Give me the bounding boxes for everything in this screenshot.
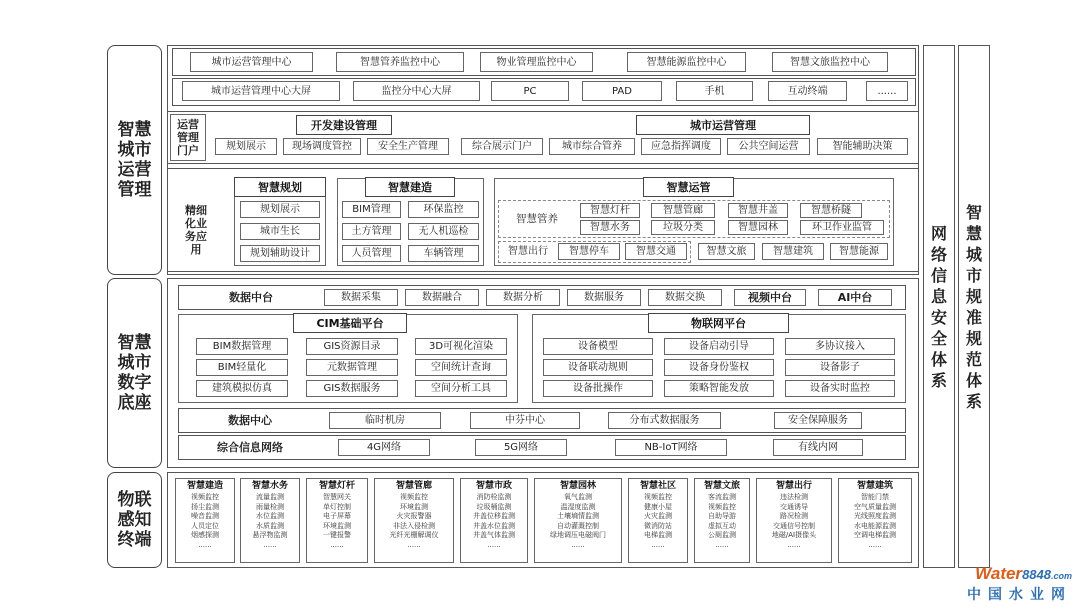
device-item: 智慧网关 bbox=[323, 493, 351, 501]
device-item: 环境监测 bbox=[400, 502, 428, 511]
network-item: 有线内网 bbox=[773, 439, 863, 456]
network-label: 综合信息网络 bbox=[185, 438, 315, 457]
ai-middle: AI中台 bbox=[818, 289, 892, 306]
layer-label-iot: 物联 感知 终端 bbox=[117, 490, 152, 550]
device-item: 火灾监测 bbox=[644, 512, 672, 520]
portal-label bbox=[170, 114, 206, 161]
device-card-title: 智慧水务 bbox=[251, 481, 288, 491]
device-item: 一键报警 bbox=[323, 531, 351, 539]
device-card-title: 智慧灯杆 bbox=[318, 481, 355, 491]
data-middle-item: 数据分析 bbox=[486, 289, 560, 306]
maintenance-label: 智慧管养 bbox=[505, 210, 569, 228]
cim-item: 空间分析工具 bbox=[415, 380, 507, 397]
device-item: 噪音监测 bbox=[191, 512, 219, 520]
device-card bbox=[628, 478, 688, 563]
construction-header: 智慧建造 bbox=[365, 177, 455, 197]
device-item: 光纤光栅解调仪 bbox=[389, 531, 439, 539]
center-city-ops: 城市运营管理中心 bbox=[190, 52, 313, 72]
device-card bbox=[460, 478, 528, 563]
device-item: ...... bbox=[198, 540, 212, 549]
operation-header: 智慧运管 bbox=[643, 177, 734, 197]
device-card bbox=[756, 478, 832, 563]
cim-item: BIM数据管理 bbox=[196, 338, 288, 355]
device-item: 公厕监测 bbox=[708, 531, 736, 539]
cim-item: 元数据管理 bbox=[306, 359, 398, 376]
portal-item: 公共空间运营 bbox=[727, 138, 810, 155]
travel-item: 智慧交通 bbox=[625, 243, 687, 260]
construction-item: 环保监控 bbox=[408, 201, 479, 218]
datacenter-label: 数据中心 bbox=[185, 411, 315, 430]
device-card bbox=[694, 478, 750, 563]
device-card bbox=[374, 478, 454, 563]
iot-platform-item: 设备影子 bbox=[785, 359, 895, 376]
watermark bbox=[967, 564, 1072, 604]
device-item: 水电能源监测 bbox=[854, 521, 896, 530]
device-item: 视频监控 bbox=[400, 493, 428, 501]
screen-pc: PC bbox=[491, 81, 569, 101]
device-item: 自动灌溉控制 bbox=[557, 521, 599, 530]
device-item: 非法入侵检测 bbox=[393, 521, 435, 530]
cim-item: 3D可视化渲染 bbox=[415, 338, 507, 355]
device-item: 绿地调压电磁阀门 bbox=[550, 531, 606, 539]
device-item: 消防栓监测 bbox=[476, 493, 512, 501]
iot-platform-header: 物联网平台 bbox=[648, 313, 789, 333]
device-item: 视频监控 bbox=[644, 493, 672, 501]
device-item: ...... bbox=[571, 540, 585, 549]
layer-label-base: 智慧 城市 数字 底座 bbox=[117, 333, 152, 413]
maintenance-item: 环卫作业监管 bbox=[800, 220, 884, 235]
device-item: 客流监测 bbox=[708, 493, 736, 501]
center-culture: 智慧文旅监控中心 bbox=[772, 52, 888, 72]
construction-item: BIM管理 bbox=[342, 201, 401, 218]
datacenter-item: 中芬中心 bbox=[470, 412, 580, 429]
device-item: 人员定位 bbox=[191, 521, 219, 530]
refined-label bbox=[173, 198, 219, 262]
device-card-title: 智慧建筑 bbox=[856, 481, 893, 491]
device-item: 智能门禁 bbox=[861, 493, 889, 501]
standards-label: 智 慧 城 市 规 准 规 范 体 系 bbox=[965, 202, 982, 411]
device-card bbox=[534, 478, 622, 563]
iot-platform-item: 设备实时监控 bbox=[785, 380, 895, 397]
device-card-title: 智慧市政 bbox=[475, 481, 512, 491]
cim-header: CIM基础平台 bbox=[293, 313, 407, 333]
portal-item: 现场调度管控 bbox=[283, 138, 361, 155]
cim-item: 空间统计查询 bbox=[415, 359, 507, 376]
operation-other-item: 智慧能源 bbox=[830, 243, 888, 260]
watermark-brand-suffix: .com bbox=[1050, 571, 1072, 581]
device-item: 温湿度监测 bbox=[560, 502, 596, 511]
device-card-title: 智慧园林 bbox=[559, 481, 596, 491]
device-item: 交通信号控制 bbox=[773, 521, 815, 530]
planning-header: 智慧规划 bbox=[234, 177, 326, 197]
layer-label-ops: 智慧 城市 运营 管理 bbox=[117, 120, 152, 200]
device-card bbox=[306, 478, 368, 563]
device-item: 扬尘监测 bbox=[191, 502, 219, 511]
maintenance-item: 智慧水务 bbox=[580, 220, 640, 235]
screen-sub: 监控分中心大屏 bbox=[353, 81, 480, 101]
device-item: 视频监控 bbox=[708, 502, 736, 511]
device-item: 井盖位移监测 bbox=[473, 512, 515, 520]
device-item: 氧气监测 bbox=[564, 493, 592, 501]
maintenance-item: 智慧灯杆 bbox=[580, 203, 640, 218]
portal-item: 综合展示门户 bbox=[461, 138, 543, 155]
netsec-label: 网 络 信 息 安 全 体 系 bbox=[930, 223, 947, 390]
construction-item: 车辆管理 bbox=[408, 245, 479, 262]
dev-mgmt-header: 开发建设管理 bbox=[296, 115, 392, 135]
maintenance-item: 垃圾分类 bbox=[651, 220, 715, 235]
device-item: ...... bbox=[330, 540, 344, 549]
device-item: 井盖水位监测 bbox=[473, 521, 515, 530]
cim-item: 建筑模拟仿真 bbox=[196, 380, 288, 397]
device-item: 视频监控 bbox=[191, 493, 219, 501]
datacenter-item: 分布式数据服务 bbox=[608, 412, 721, 429]
network-item: 4G网络 bbox=[338, 439, 430, 456]
device-item: 水质监测 bbox=[256, 521, 284, 530]
device-item: ...... bbox=[715, 540, 729, 549]
construction-item: 无人机巡检 bbox=[408, 223, 479, 240]
city-ops-header: 城市运营管理 bbox=[636, 115, 810, 135]
screen-phone: 手机 bbox=[676, 81, 753, 101]
video-middle: 视频中台 bbox=[734, 289, 806, 306]
device-item: 悬浮物监测 bbox=[252, 531, 288, 539]
device-item: ...... bbox=[407, 540, 421, 549]
device-item: ...... bbox=[787, 540, 801, 549]
device-item: 电子屏幕 bbox=[323, 512, 351, 520]
device-card-title: 智慧建造 bbox=[186, 481, 223, 491]
device-item: 交通诱导 bbox=[780, 502, 808, 511]
watermark-brand-num: 8848 bbox=[1022, 567, 1051, 582]
network-item: NB-IoT网络 bbox=[615, 439, 727, 456]
construction-item: 土方管理 bbox=[342, 223, 401, 240]
travel-label: 智慧出行 bbox=[502, 243, 554, 260]
iot-platform-item: 设备启动引导 bbox=[664, 338, 774, 355]
device-item: 违法检测 bbox=[780, 493, 808, 501]
portal-label-text: 运营管理门户 bbox=[177, 118, 199, 157]
device-item: 路况检测 bbox=[780, 512, 808, 520]
maintenance-item: 智慧井盖 bbox=[728, 203, 788, 218]
device-item: 垃圾桶监测 bbox=[476, 502, 512, 511]
cim-item: GIS数据服务 bbox=[306, 380, 398, 397]
iot-platform-item: 策略智能发放 bbox=[664, 380, 774, 397]
device-card bbox=[240, 478, 300, 563]
device-item: 空调电梯监测 bbox=[854, 531, 896, 539]
device-card-title: 智慧管廊 bbox=[395, 481, 432, 491]
data-middle-item: 数据融合 bbox=[405, 289, 479, 306]
watermark-brand-word: Water bbox=[975, 564, 1023, 583]
datacenter-item: 临时机房 bbox=[329, 412, 441, 429]
datacenter-item: 安全保障服务 bbox=[774, 412, 862, 429]
watermark-cn: 中国水业网 bbox=[967, 587, 1072, 603]
device-item: 环境监测 bbox=[323, 521, 351, 530]
portal-item: 安全生产管理 bbox=[367, 138, 449, 155]
portal-item: 应急指挥调度 bbox=[641, 138, 721, 155]
device-item: 自助导游 bbox=[708, 512, 736, 520]
maintenance-item: 智慧园林 bbox=[728, 220, 788, 235]
device-item: 空气质量监测 bbox=[854, 502, 896, 511]
device-item: 水位监测 bbox=[256, 512, 284, 520]
cim-item: BIM轻量化 bbox=[196, 359, 288, 376]
device-item: ...... bbox=[651, 540, 665, 549]
center-energy: 智慧能源监控中心 bbox=[627, 52, 746, 72]
device-item: 电梯监测 bbox=[644, 531, 672, 539]
portal-item: 智能辅助决策 bbox=[817, 138, 908, 155]
screen-more: ...... bbox=[866, 81, 908, 101]
device-card-title: 智慧社区 bbox=[639, 481, 676, 491]
device-item: 微消防站 bbox=[644, 521, 672, 530]
device-item: 地磁/AI摄像头 bbox=[771, 531, 817, 539]
construction-item: 人员管理 bbox=[342, 245, 401, 262]
device-item: 烟感探测 bbox=[191, 531, 219, 539]
planning-item: 规划展示 bbox=[240, 201, 320, 218]
data-middle-item: 数据交换 bbox=[648, 289, 722, 306]
iot-platform-item: 设备批操作 bbox=[543, 380, 653, 397]
planning-item: 城市生长 bbox=[240, 223, 320, 240]
device-item: ...... bbox=[263, 540, 277, 549]
network-item: 5G网络 bbox=[475, 439, 567, 456]
device-item: ...... bbox=[487, 540, 501, 549]
portal-item: 城市综合管养 bbox=[549, 138, 635, 155]
data-middle-item: 数据服务 bbox=[567, 289, 641, 306]
planning-item: 规划辅助设计 bbox=[240, 245, 320, 262]
data-middle-label: 数据中台 bbox=[185, 288, 317, 307]
center-property: 物业管理监控中心 bbox=[480, 52, 593, 72]
iot-platform-item: 多协议接入 bbox=[785, 338, 895, 355]
watermark-brand bbox=[967, 564, 1072, 584]
center-maintenance: 智慧管养监控中心 bbox=[336, 52, 464, 72]
device-item: 光线照度监测 bbox=[854, 512, 896, 520]
data-middle-item: 数据采集 bbox=[324, 289, 398, 306]
cim-item: GIS资源目录 bbox=[306, 338, 398, 355]
operation-other-item: 智慧文旅 bbox=[698, 243, 755, 260]
device-item: 虚拟互动 bbox=[708, 521, 736, 530]
travel-item: 智慧停车 bbox=[558, 243, 620, 260]
screen-pad: PAD bbox=[582, 81, 662, 101]
screen-big: 城市运营管理中心大屏 bbox=[182, 81, 340, 101]
operation-other-item: 智慧建筑 bbox=[762, 243, 824, 260]
iot-platform-item: 设备联动规则 bbox=[543, 359, 653, 376]
device-item: 火灾报警器 bbox=[396, 512, 432, 520]
screen-terminal: 互动终端 bbox=[768, 81, 847, 101]
refined-label-text: 精细化业务应用 bbox=[185, 204, 207, 256]
device-card-title: 智慧文旅 bbox=[703, 481, 740, 491]
device-item: 土壤墒情监测 bbox=[557, 512, 599, 520]
device-card-title: 智慧出行 bbox=[775, 481, 812, 491]
iot-platform-item: 设备身份鉴权 bbox=[664, 359, 774, 376]
iot-platform-item: 设备模型 bbox=[543, 338, 653, 355]
device-item: 流量监测 bbox=[256, 493, 284, 501]
maintenance-item: 智慧管廊 bbox=[651, 203, 715, 218]
device-card bbox=[838, 478, 912, 563]
device-item: 井盖气体监测 bbox=[473, 531, 515, 539]
device-card bbox=[175, 478, 235, 563]
maintenance-item: 智慧桥隧 bbox=[800, 203, 862, 218]
device-item: 单灯控制 bbox=[323, 502, 351, 511]
device-item: 健康小屋 bbox=[644, 502, 672, 511]
portal-item: 规划展示 bbox=[215, 138, 277, 155]
device-item: ...... bbox=[868, 540, 882, 549]
device-item: 雨量检测 bbox=[256, 502, 284, 511]
